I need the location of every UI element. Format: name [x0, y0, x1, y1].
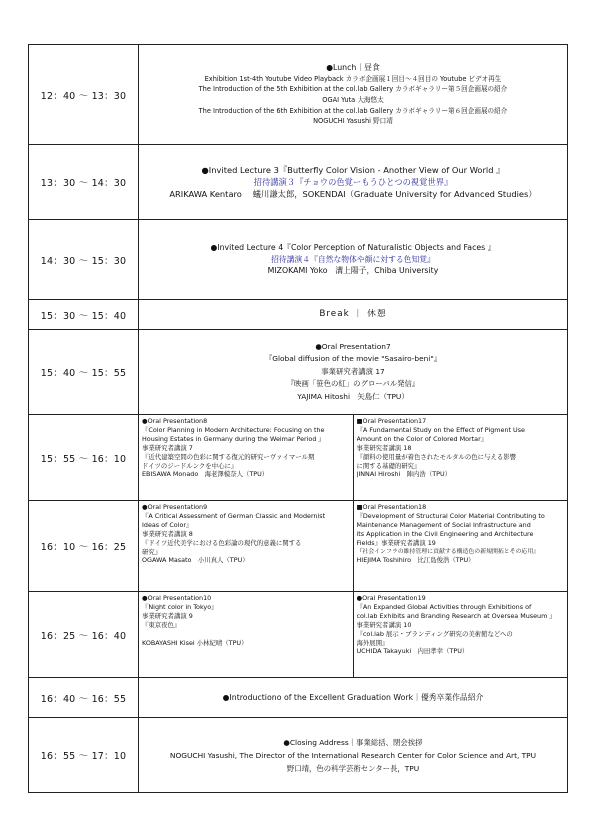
lecture-title: ●Invited Lecture 4『Color Perception of Naturalistic Objects and Faces 』 [210, 243, 496, 253]
parallel-sessions [139, 501, 567, 591]
time-cell: 12：40 ～ 13：30 [29, 45, 139, 145]
session-cell [139, 592, 568, 678]
schedule-row-closing-address [29, 718, 568, 793]
presentation-head: ■Oral Presentation17 [356, 417, 427, 425]
presentation-line: col.lab Exhibits and Branding Research at Oversea Museum 』 [356, 611, 556, 620]
presentation-line: に関する基礎的研究』 [356, 461, 421, 470]
lecture-speaker: ARIKAWA Kentaro 蟻川謙太郎，SOKENDAI（Graduate University for Advanced Studies） [169, 189, 537, 199]
lecture-speaker: MIZOKAMI Yoko 溝上陽子，Chiba University [267, 266, 439, 276]
parallel-sessions [139, 415, 567, 500]
session-cell [139, 45, 568, 145]
presentation-line: its Application in the Civil Engineering and Architecture [356, 529, 534, 538]
presentation-line: Ideas of Color』 [142, 520, 193, 529]
parallel-sessions [139, 592, 567, 677]
time-cell: 15：30 ～ 15：40 [29, 300, 139, 330]
closing-speaker-jp: 野口靖，色の科学芸術センター長，TPU [286, 763, 420, 773]
time-cell: 16：55 ～ 17：10 [29, 718, 139, 793]
presentation-head: ●Oral Presentation7 [315, 341, 391, 351]
presentation-line: 『A Fundamental Study on the Effect of Pigment Use [356, 425, 525, 434]
lecture-title: ●Invited Lecture 3『Butterfly Color Vision - Another View of Our World 』 [201, 165, 505, 175]
session-cell [139, 220, 568, 300]
presentation-line: 事業研究者講演 7 [142, 443, 193, 452]
schedule-row-oral-8-17 [29, 415, 568, 501]
presentation-line: ドイツのジードルンクを中心に』 [142, 461, 238, 470]
presentation-line: Housing Estates in Germany during the Weimar Period 』 [142, 434, 325, 443]
presentation-left [139, 415, 353, 500]
presentation-head: ■Oral Presentation18 [356, 503, 427, 511]
presentation-line: 事業研究者講演 18 [356, 443, 412, 452]
presentation-speaker: UCHIDA Takayuki 内田孝幸（TPU） [356, 647, 469, 656]
presentation-line: Fields』事業研究者講演 19 [356, 538, 436, 547]
presentation-right [353, 415, 568, 500]
presentation-speaker: JINNAI Hiroshi 陣内浩（TPU） [356, 470, 452, 479]
presentation-line: 『A Critical Assessment of German Classic and Modernist [142, 511, 326, 520]
schedule-row-oral-9-18 [29, 501, 568, 592]
session-cell [139, 330, 568, 415]
presentation-line: 事業研究者講演 8 [142, 529, 193, 538]
time-cell: 16：25 ～ 16：40 [29, 592, 139, 678]
presentation-left [139, 501, 353, 591]
schedule-row-lunch [29, 45, 568, 145]
time-cell: 15：40 ～ 15：55 [29, 330, 139, 415]
schedule-row-graduation-work [29, 678, 568, 718]
schedule-row-invited-lecture-3 [29, 145, 568, 220]
presentation-line: 海外展開』 [356, 638, 389, 647]
session-cell [139, 300, 568, 330]
presentation-line: 事業研究者講演 10 [356, 620, 412, 629]
program-schedule-table [28, 44, 568, 793]
presentation-line: 『ドイツ近代美学における色彩論の現代的意義に関する [142, 538, 302, 547]
closing-speaker: NOGUCHI Yasushi, The Director of the International Research Center for Color Science and Art, TPU [169, 750, 537, 760]
presentation-head: ●Oral Presentation10 [142, 594, 212, 602]
spacer [142, 630, 350, 639]
presentation-line: 『近代建築空間の色彩に関する復元的研究ーヴァイマール期 [142, 452, 315, 461]
presentation-left [139, 592, 353, 677]
schedule-row-break [29, 300, 568, 330]
presentation-speaker: EBISAWA Monado 海老澤模奈人（TPU） [142, 470, 269, 479]
session-speaker: OGAI Yuta 大海悠太 [322, 95, 384, 104]
presentation-line: 研究』 [142, 547, 162, 556]
time-cell: 14：30 ～ 15：30 [29, 220, 139, 300]
session-line: The Introduction of the 5th Exhibition at the col.lab Gallery カラボギャラリー第５回企画展の紹介 [198, 85, 508, 94]
presentation-speaker: OGAWA Masato 小川真人（TPU） [142, 556, 249, 565]
presentation-right [353, 592, 568, 677]
presentation-speaker: YAJIMA Hitoshi 矢島仁（TPU） [297, 391, 409, 401]
closing-title: ●Closing Address｜事業総括、閉会挨拶 [283, 737, 423, 747]
presentation-line: 『顔料の使用量が着色されたモルタルの色に与える影響 [356, 452, 517, 461]
time-cell: 16：40 ～ 16：55 [29, 678, 139, 718]
session-line: Exhibition 1st-4th Youtube Video Playback カラボ企画展１回目～４回目の Youtube ビデオ再生 [204, 74, 502, 83]
break-label: Break ｜ 休憩 [319, 309, 387, 320]
schedule-row-invited-lecture-4 [29, 220, 568, 300]
presentation-line: 『社会インフラの維持管理に貢献する構造色の新規開拓とその応用』 [356, 548, 540, 555]
presentation-line: 『Development of Structural Color Material Contributing to [356, 511, 545, 520]
presentation-line: Amount on the Color of Colored Mortar』 [356, 434, 488, 443]
presentation-head: ●Oral Presentation19 [356, 594, 426, 602]
presentation-line: Maintenance Management of Social Infrastructure and [356, 520, 531, 529]
schedule-row-oral-7 [29, 330, 568, 415]
time-cell: 16：10 ～ 16：25 [29, 501, 139, 592]
presentation-line: 事業研究者講演 9 [142, 611, 193, 620]
time-cell: 15：55 ～ 16：10 [29, 415, 139, 501]
schedule-row-oral-10-19 [29, 592, 568, 678]
presentation-line: 『col.lab 展示・ブランディング研究の美術館などへの [356, 629, 513, 638]
presentation-right [353, 501, 568, 591]
presentation-speaker: KOBAYASHI Kisei 小林紀晴（TPU） [142, 638, 248, 647]
presentation-head: ●Oral Presentation9 [142, 503, 208, 511]
presentation-title: 『Global diffusion of the movie "Sasairo-beni"』 [264, 354, 442, 364]
presentation-line: 『An Expanded Global Activities through Exhibitions of [356, 602, 532, 611]
presentation-head: ●Oral Presentation8 [142, 417, 208, 425]
session-speaker: NOGUCHI Yasushi 野口靖 [313, 117, 393, 126]
session-cell [139, 718, 568, 793]
session-cell [139, 501, 568, 592]
presentation-line: 『Color Planning in Modern Architecture: Focusing on the [142, 425, 325, 434]
session-cell [139, 415, 568, 501]
session-cell [139, 678, 568, 718]
lecture-title-jp: 招待講演３『チョウの色覚ーもうひとつの視覚世界』 [253, 177, 453, 187]
session-cell [139, 145, 568, 220]
presentation-number: 事業研究者講演 17 [321, 366, 385, 376]
session-line: The Introduction of the 6th Exhibition at the col.lab Gallery カラボギャラリー第６回企画展の紹介 [198, 106, 508, 115]
lecture-title-jp: 招待講演４『自然な物体や顔に対する色知覚』 [271, 254, 435, 264]
session-title: ●Lunch｜昼食 [326, 63, 380, 73]
presentation-title-jp: 『映画「笹色の紅」のグローバル発信』 [286, 379, 420, 389]
presentation-line: 『東京夜色』 [142, 620, 181, 629]
graduation-work-label: ●Introductiono of the Excellent Graduation Work｜優秀卒業作品紹介 [222, 692, 484, 702]
presentation-speaker: HIEJIMA Toshihiro 比江島俊浩（TPU） [356, 556, 475, 565]
presentation-line: 『Night color in Tokyo』 [142, 602, 218, 611]
time-cell: 13：30 ～ 14：30 [29, 145, 139, 220]
